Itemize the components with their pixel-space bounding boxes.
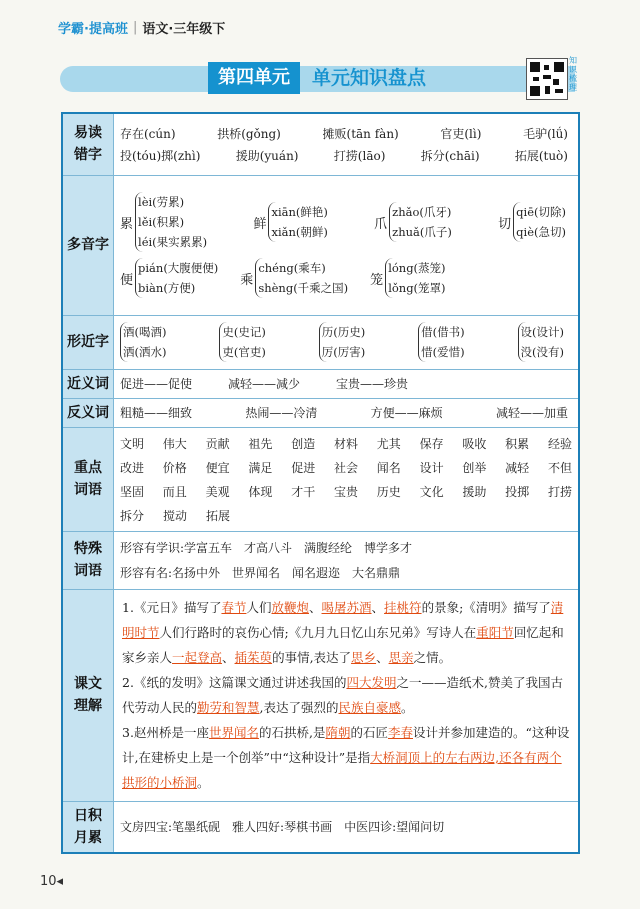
label-zhongdian: 重点 词语: [62, 427, 114, 531]
word-pair: 宝贵——珍贵: [336, 377, 409, 391]
label-xingjin: 形近字: [62, 315, 114, 369]
row-xingjin: [62, 315, 579, 369]
word-pair: 减轻——加重: [495, 406, 568, 420]
word-item: 投(tóu)掷(zhì): [120, 148, 201, 163]
unit-number: 第四单元: [208, 62, 300, 94]
label-fanyi: 反义词: [62, 398, 114, 427]
qr-code-icon[interactable]: [526, 58, 568, 100]
word-item: 拓展(tuò): [514, 148, 568, 163]
word-item: 毛驴(lǘ): [523, 126, 568, 141]
row-riji: [62, 801, 579, 853]
word-item: 摊贩(tān fàn): [322, 126, 399, 141]
paragraph-2: 2.《纸的发明》这篇课文通过讲述我国的四大发明之一——造纸术,赞美了我国古代劳动人民的勤劳和智慧,表达了强烈的民族自豪感。: [122, 675, 563, 715]
knowledge-table: [61, 112, 580, 854]
paragraph-3: 3.赵州桥是一座世界闻名的石拱桥,是隋朝的石匠李春设计并参加建造的。“这种设计,在建桥史上是一个创举”中“这种设计”是指大桥洞顶上的左右两边,还各有两个拱形的小桥洞。: [122, 725, 570, 790]
content-riji: 文房四宝:笔墨纸砚 雅人四好:琴棋书画 中医四诊:望闻问切: [114, 801, 580, 853]
unit-title: 单元知识盘点: [312, 67, 427, 89]
row-duoyin: [62, 175, 579, 315]
word-pair: 热闹——冷清: [245, 406, 318, 420]
polyphone-group: 爪 zhǎo(爪牙) zhuǎ(爪子): [374, 202, 452, 242]
content-jinyi: [114, 369, 580, 398]
polyphone-group: 鲜 xiān(鲜艳) xiǎn(朝鲜): [253, 202, 327, 242]
row-kewen: [62, 589, 579, 801]
row-jinyi: [62, 369, 579, 398]
word-pair: 粗糙——细致: [120, 406, 193, 420]
label-yidu: 易读 错字: [62, 113, 114, 175]
header-divider: |: [132, 20, 138, 35]
word-item: 打捞(lāo): [333, 148, 386, 163]
content-yidu: [114, 113, 580, 175]
label-jinyi: 近义词: [62, 369, 114, 398]
page-number: 10◂: [40, 874, 64, 889]
brand-title: 学霸·提高班: [58, 22, 128, 37]
header: [58, 18, 225, 37]
polyphone-group: 切 qiē(切除) qiè(急切): [498, 202, 566, 242]
row-fanyi: [62, 398, 579, 427]
word-item: 拱桥(gǒng): [217, 126, 281, 141]
word-item: 援助(yuán): [235, 148, 299, 163]
content-zhongdian: 文明 伟大 贡献 祖先 创造 材料 尤其 保存 吸收 积累 经验 改进 价格 便宜 满足 促进 社会 闻名 设计 创举 减轻 不但 坚固 而且 美观 体现 才干 宝贵 历史 文化 援助 投掷 打捞 拆分 搅动 拓展: [114, 427, 580, 531]
label-kewen: 课文 理解: [62, 589, 114, 801]
content-duoyin: [114, 175, 580, 315]
word-pair: 方便——麻烦: [370, 406, 443, 420]
word-item: 官吏(lì): [440, 126, 482, 141]
polyphone-group: 乘 chéng(乘车) shèng(千乘之国): [240, 258, 348, 298]
row-zhongdian: [62, 427, 579, 531]
similar-char-group: 借(借书) 惜(爱惜): [418, 322, 464, 362]
similar-char-group: 设(设计) 没(没有): [518, 322, 564, 362]
word-pair: 减轻——减少: [228, 377, 301, 391]
row-teshu: [62, 531, 579, 589]
similar-char-group: 史(史记) 吏(官吏): [219, 322, 265, 362]
qr-label: 知识梳理: [569, 56, 577, 92]
word-pair: 促进——促使: [120, 377, 193, 391]
label-duoyin: 多音字: [62, 175, 114, 315]
content-teshu: 形容有学识:学富五车 才高八斗 满腹经纶 博学多才 形容有名:名扬中外 世界闻名 闻名遐迩 大名鼎鼎: [114, 531, 580, 589]
polyphone-group: 累 lèi(劳累) lěi(积累) léi(果实累累): [120, 192, 207, 252]
similar-char-group: 酒(喝酒) 洒(洒水): [120, 322, 166, 362]
subject-title: 语文·三年级下: [142, 22, 226, 37]
paragraph-1: 1.《元日》描写了春节人们放鞭炮、喝屠苏酒、挂桃符的景象;《清明》描写了清明时节人们行路时的哀伤心情;《九月九日忆山东兄弟》写诗人在重阳节回忆起和家乡亲人一起登高、插茱萸的事情,表达了思乡、思亲之情。: [122, 600, 564, 665]
word-item: 拆分(chāi): [420, 148, 480, 163]
label-teshu: 特殊 词语: [62, 531, 114, 589]
content-kewen: [114, 589, 580, 801]
word-item: 存在(cún): [120, 126, 176, 141]
polyphone-group: 便 pián(大腹便便) biàn(方便): [120, 258, 218, 298]
polyphone-group: 笼 lóng(蒸笼) lǒng(笼罩): [370, 258, 445, 298]
similar-char-group: 历(历史) 厉(厉害): [319, 322, 365, 362]
row-yidu: [62, 113, 579, 175]
content-xingjin: [114, 315, 580, 369]
label-riji: 日积 月累: [62, 801, 114, 853]
content-fanyi: [114, 398, 580, 427]
